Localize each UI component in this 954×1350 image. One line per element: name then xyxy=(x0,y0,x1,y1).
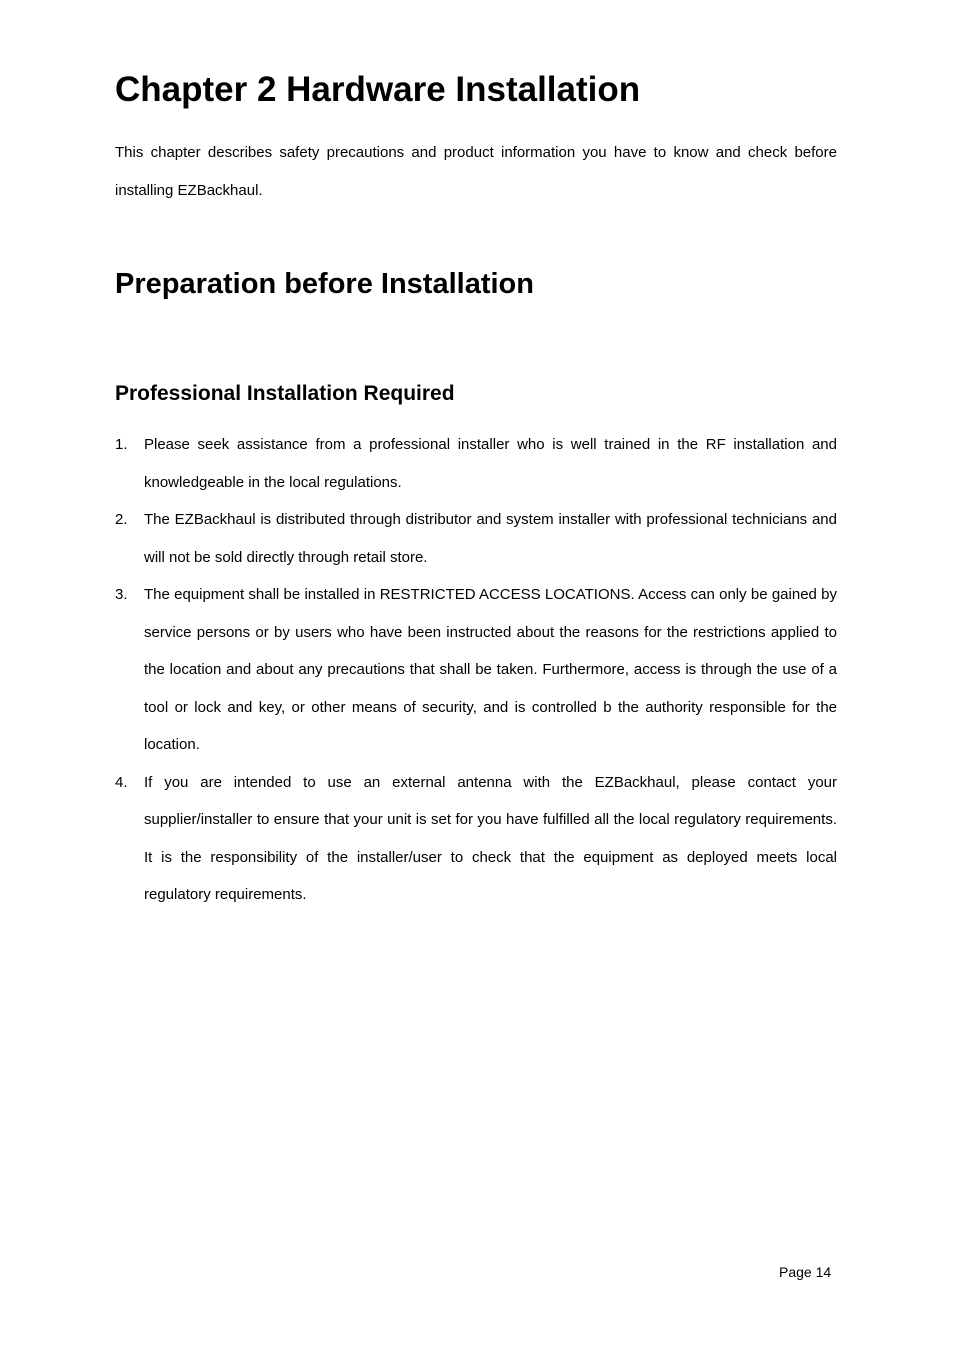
list-item-text: Please seek assistance from a professional installer who is well trained in the RF installation and knowledgeable in the local regulations. xyxy=(144,436,837,491)
chapter-title: Chapter 2 Hardware Installation xyxy=(115,70,641,109)
requirements-list xyxy=(115,426,837,914)
list-item-number: 1. xyxy=(115,436,128,453)
list-item-text: The EZBackhaul is distributed through distributor and system installer with professional technicians and will not be sold directly through retail store. xyxy=(144,511,837,566)
list-item xyxy=(115,426,837,501)
list-item-number: 4. xyxy=(115,773,128,791)
list-item xyxy=(115,576,837,764)
section-title: Preparation before Installation xyxy=(115,268,534,300)
list-item-text: The equipment shall be installed in RESTRICTED ACCESS LOCATIONS. Access can only be gained by service persons or by users who have been instructed about the reasons for the restrictions applied to the location and about any precautions that shall be taken. Furthermore, access is through the use of a tool or lock and key, or other means of security, and is controlled b the authority responsible for the location. xyxy=(144,586,837,753)
list-item-text: If you are intended to use an external antenna with the EZBackhaul, please contact your supplier/installer to ensure that your unit is set for you have fulfilled all the local regulatory requirements. It is the responsibility of the installer/user to check that the equipment as deployed meets local regulatory requirements. xyxy=(144,773,837,903)
page-number: Page 14 xyxy=(779,1264,832,1280)
list-item-number: 3. xyxy=(115,586,128,603)
list-item xyxy=(115,501,837,576)
list-item-number: 2. xyxy=(115,511,128,528)
list-item xyxy=(115,764,837,914)
subsection-title: Professional Installation Required xyxy=(115,382,455,405)
chapter-intro: This chapter describes safety precautions and product information you have to know and check before installing EZBackhaul. xyxy=(115,144,837,199)
